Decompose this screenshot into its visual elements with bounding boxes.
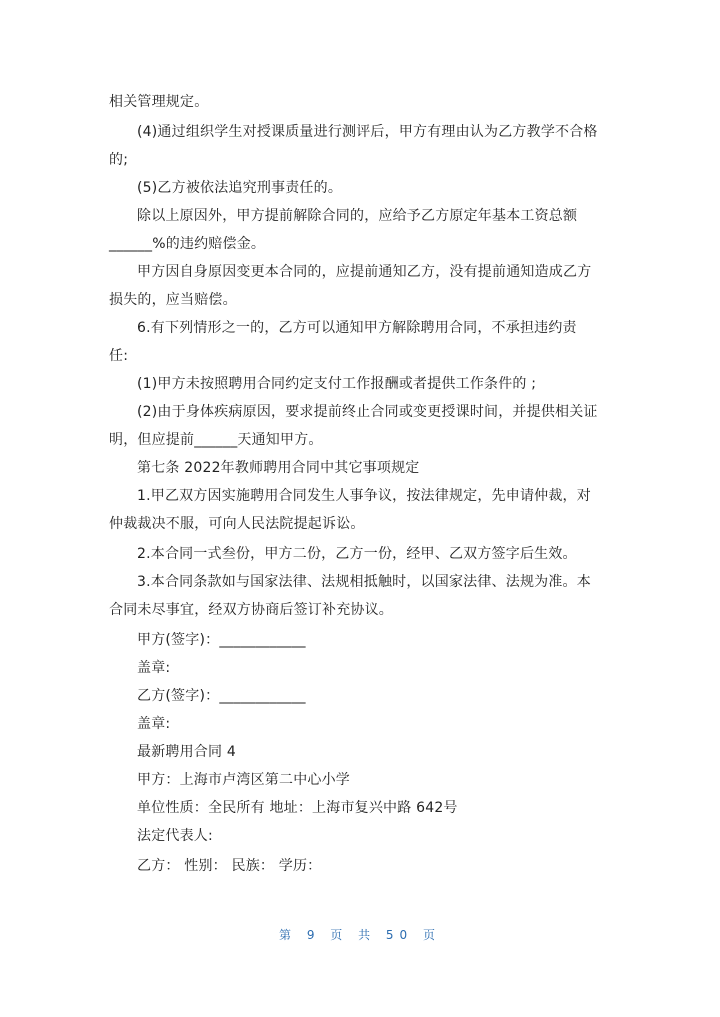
- text-line: 乙方： 性别： 民族： 学历：: [137, 858, 322, 874]
- text-line: 损失的，应当赔偿。: [109, 292, 237, 308]
- text-line: 法定代表人:: [137, 828, 213, 844]
- text-line: 任:: [109, 348, 129, 364]
- signature-line-party-b: 乙方(签字)：____________: [137, 688, 306, 704]
- contract-title: 最新聘用合同 4: [137, 744, 236, 760]
- text-line: 1.甲乙双方因实施聘用合同发生人事争议，按法律规定，先申请仲裁，对: [137, 488, 591, 504]
- page-number-footer: 第 9 页 共 50 页: [279, 928, 441, 942]
- text-line: 单位性质：全民所有 地址：上海市复兴中路 642号: [137, 800, 458, 816]
- text-line: ______%的违约赔偿金。: [109, 236, 266, 252]
- section-heading: 第七条 2022年教师聘用合同中其它事项规定: [137, 460, 420, 476]
- text-line: 甲方：上海市卢湾区第二中心小学: [137, 772, 350, 788]
- text-line: (4)通过组织学生对授课质量进行测评后，甲方有理由认为乙方教学不合格: [137, 124, 598, 140]
- text-line: 除以上原因外，甲方提前解除合同的，应给予乙方原定年基本工资总额: [137, 208, 578, 224]
- seal-line-party-b: 盖章:: [137, 716, 171, 732]
- signature-line-party-a: 甲方(签字)：____________: [137, 632, 306, 648]
- text-line: 2.本合同一式叁份，甲方二份，乙方一份，经甲、乙双方签字后生效。: [137, 546, 577, 562]
- text-line: (1)甲方未按照聘用合同约定支付工作报酬或者提供工作条件的 ;: [137, 376, 537, 392]
- text-line: 仲裁裁决不服，可向人民法院提起诉讼。: [109, 516, 365, 532]
- seal-line-party-a: 盖章:: [137, 660, 171, 676]
- text-line: 合同未尽事宜，经双方协商后签订补充协议。: [109, 602, 393, 618]
- text-line: 明，但应提前______天通知甲方。: [109, 432, 323, 448]
- text-line: 6.有下列情形之一的，乙方可以通知甲方解除聘用合同，不承担违约责: [137, 320, 577, 336]
- text-line: 相关管理规定。: [109, 94, 209, 110]
- text-line: 的;: [109, 152, 129, 168]
- text-line: (5)乙方被依法追究刑事责任的。: [137, 180, 343, 196]
- text-line: 甲方因自身原因变更本合同的，应提前通知乙方，没有提前通知造成乙方: [137, 264, 592, 280]
- text-line: 3.本合同条款如与国家法律、法规相抵触时，以国家法律、法规为准。本: [137, 574, 591, 590]
- text-line: (2)由于身体疾病原因，要求提前终止合同或变更授课时间，并提供相关证: [137, 404, 598, 420]
